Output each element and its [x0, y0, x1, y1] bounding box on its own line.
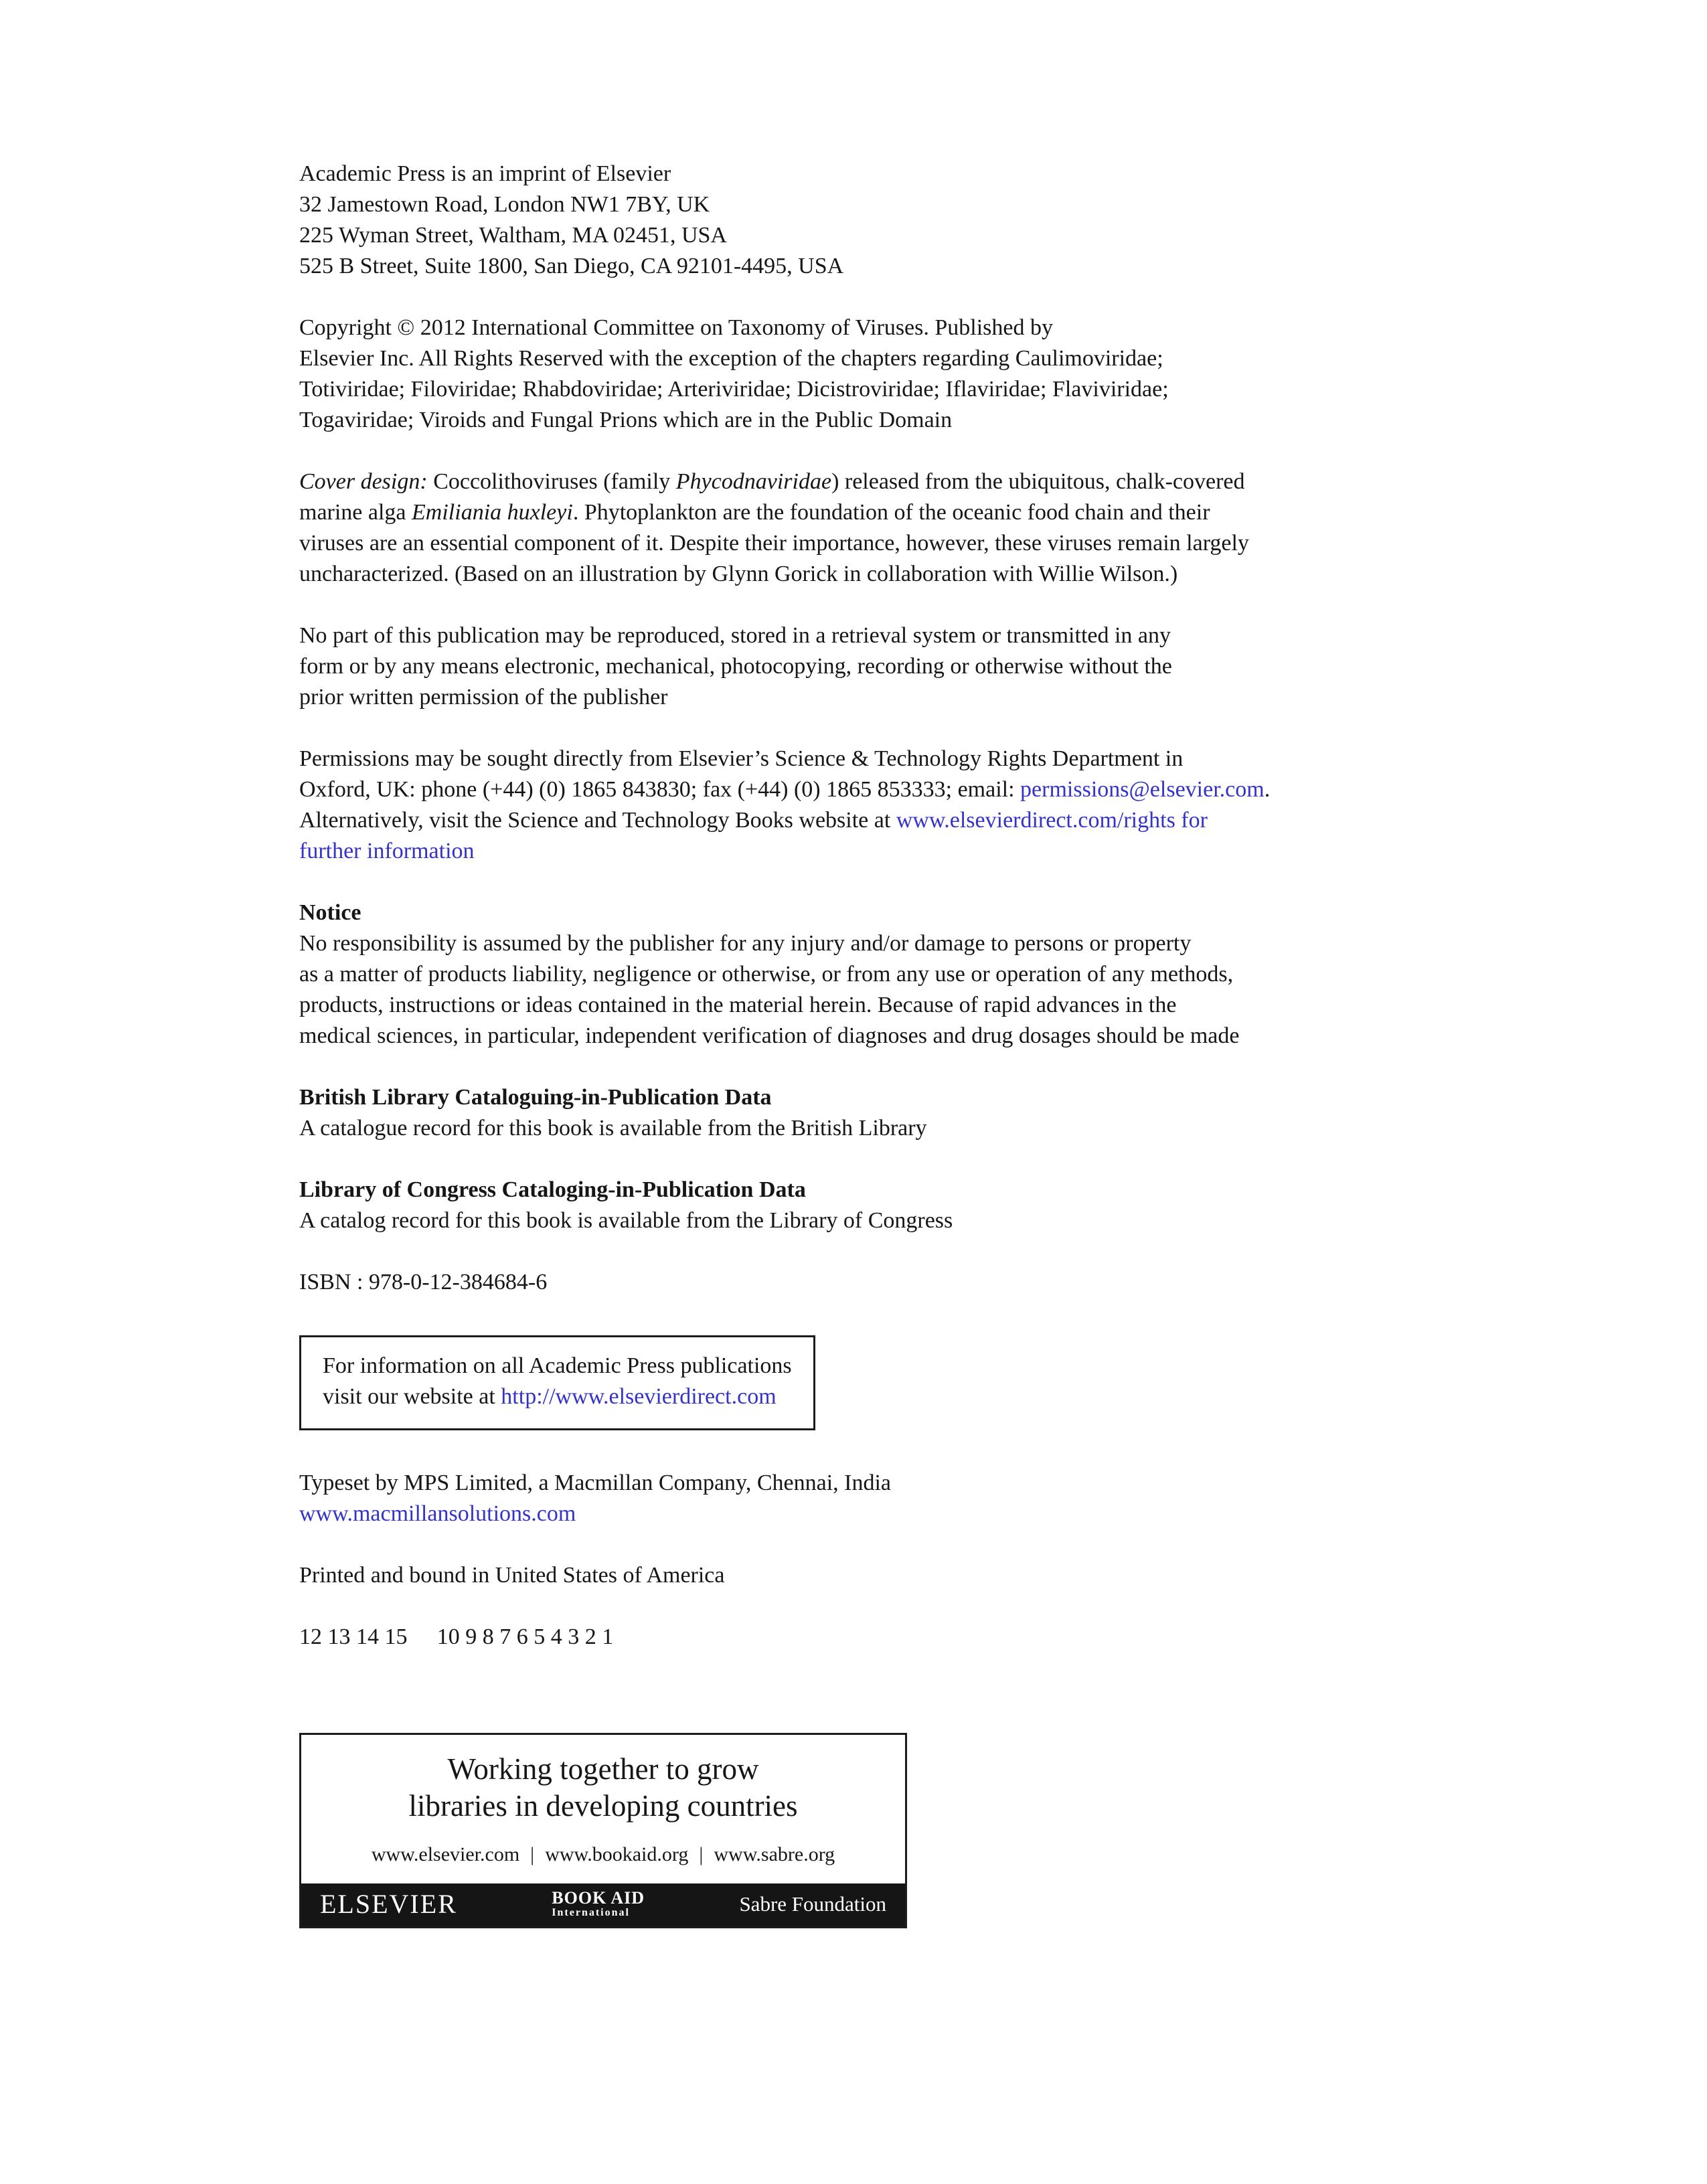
colophon-text-lower — [299, 1468, 1453, 1653]
permissions — [299, 744, 1453, 867]
banner-link-bookaid[interactable]: www.bookaid.org — [545, 1843, 689, 1865]
banner-link-sabre[interactable]: www.sabre.org — [714, 1843, 835, 1865]
text-segment: Permissions may be sought directly from Elsevier’s Science & Technology Rights Department in — [299, 746, 1184, 771]
imprint-address — [299, 159, 1453, 282]
sabre-foundation-logo: Sabre Foundation — [739, 1892, 886, 1916]
text-link[interactable]: further information — [299, 839, 475, 863]
bookaid-banner — [299, 1733, 907, 1928]
text-segment: Oxford, UK: phone (+44) (0) 1865 843830; fax (+44) (0) 1865 853333; email: — [299, 777, 1021, 802]
text-segment: ISBN : 978-0-12-384684-6 — [299, 1270, 548, 1294]
info-box-website-link[interactable]: http://www.elsevierdirect.com — [501, 1384, 777, 1409]
text-segment: Alternatively, visit the Science and Technology Books website at — [299, 808, 896, 833]
text-segment: A catalogue record for this book is available from the British Library — [299, 1116, 927, 1141]
bookaid-logo-line2: International — [552, 1907, 630, 1918]
text-segment: products, instructions or ideas contained in the material herein. Because of rapid advances in the — [299, 993, 1177, 1017]
text-segment: Academic Press is an imprint of Elsevier — [299, 161, 671, 186]
printed-in — [299, 1560, 1453, 1591]
text-segment: Elsevier Inc. All Rights Reserved with the exception of the chapters regarding Caulimoviridae; — [299, 346, 1163, 371]
banner-separator: | — [530, 1843, 535, 1865]
banner-heading-line2: libraries in developing countries — [408, 1789, 798, 1823]
text-segment: Notice — [299, 900, 361, 925]
text-segment: ) released from the ubiquitous, chalk-covered — [831, 469, 1245, 494]
library-of-congress-data — [299, 1175, 1453, 1236]
text-segment: medical sciences, in particular, independent verification of diagnoses and drug dosages should be made — [299, 1023, 1240, 1048]
banner-heading-line1: Working together to grow — [447, 1752, 759, 1786]
text-segment: Typeset by MPS Limited, a Macmillan Company, Chennai, India — [299, 1471, 891, 1495]
text-segment: viruses are an essential component of it. Despite their importance, however, these viruses remain largely — [299, 531, 1249, 556]
text-segment: British Library Cataloguing-in-Publication Data — [299, 1085, 772, 1110]
text-segment: uncharacterized. (Based on an illustration by Glynn Gorick in collaboration with Willie Wilson.) — [299, 562, 1178, 586]
banner-logo-bar — [301, 1883, 905, 1926]
text-link[interactable]: www.macmillansolutions.com — [299, 1501, 576, 1526]
notice — [299, 898, 1453, 1052]
text-segment: No part of this publication may be reproduced, stored in a retrieval system or transmitted in any — [299, 623, 1171, 648]
text-segment: No responsibility is assumed by the publisher for any injury and/or damage to persons or property — [299, 931, 1192, 956]
copyright-notice — [299, 313, 1453, 436]
text-segment: Togaviridae; Viroids and Fungal Prions which are in the Public Domain — [299, 408, 953, 432]
text-segment: . — [1264, 777, 1271, 802]
printing-line — [299, 1622, 1453, 1653]
text-segment: 32 Jamestown Road, London NW1 7BY, UK — [299, 192, 710, 217]
text-segment: . Phytoplankton are the foundation of the oceanic food chain and their — [572, 500, 1210, 525]
banner-link-elsevier[interactable]: www.elsevier.com — [371, 1843, 520, 1865]
text-segment: Totiviridae; Filoviridae; Rhabdoviridae; Arteriviridae; Dicistroviridae; Iflaviridae; Flaviviridae; — [299, 377, 1169, 402]
typeset-credit — [299, 1468, 1453, 1529]
text-segment: prior written permission of the publisher — [299, 685, 668, 709]
info-box-line2-text: visit our website at — [323, 1384, 501, 1409]
text-segment: Library of Congress Cataloging-in-Publication Data — [299, 1177, 806, 1202]
elsevier-logo: ELSEVIER — [320, 1889, 457, 1919]
text-segment: marine alga — [299, 500, 412, 525]
text-segment: A catalog record for this book is available from the Library of Congress — [299, 1208, 953, 1233]
banner-links — [301, 1825, 905, 1883]
text-segment: 225 Wyman Street, Waltham, MA 02451, USA — [299, 223, 727, 248]
colophon-text-upper — [299, 159, 1453, 1298]
text-segment: Emiliania huxleyi — [412, 500, 573, 525]
bookaid-logo — [552, 1889, 645, 1919]
info-box — [299, 1335, 815, 1430]
bookaid-logo-line1: BOOK AID — [552, 1888, 645, 1908]
text-segment: Coccolithoviruses (family — [433, 469, 676, 494]
text-segment: Cover design: — [299, 469, 434, 494]
banner-separator: | — [699, 1843, 704, 1865]
cover-design — [299, 467, 1453, 590]
rights-statement — [299, 620, 1453, 713]
info-box-line1: For information on all Academic Press publications — [323, 1353, 792, 1378]
text-segment: form or by any means electronic, mechanical, photocopying, recording or otherwise without the — [299, 654, 1172, 679]
text-link[interactable]: permissions@elsevier.com — [1020, 777, 1265, 802]
text-segment: Printed and bound in United States of America — [299, 1563, 725, 1588]
text-segment: 12 13 14 15 — [299, 1624, 408, 1649]
text-segment: as a matter of products liability, negligence or otherwise, or from any use or operation of any methods, — [299, 962, 1234, 987]
text-segment: 525 B Street, Suite 1800, San Diego, CA 92101-4495, USA — [299, 254, 844, 278]
isbn — [299, 1267, 1453, 1298]
text-segment: Copyright © 2012 International Committee on Taxonomy of Viruses. Published by — [299, 315, 1054, 340]
text-link[interactable]: www.elsevierdirect.com/rights for — [896, 808, 1208, 833]
text-segment: 10 9 8 7 6 5 4 3 2 1 — [436, 1624, 614, 1649]
british-library-data — [299, 1082, 1453, 1144]
banner-heading — [301, 1735, 905, 1825]
text-segment: Phycodnaviridae — [675, 469, 832, 494]
